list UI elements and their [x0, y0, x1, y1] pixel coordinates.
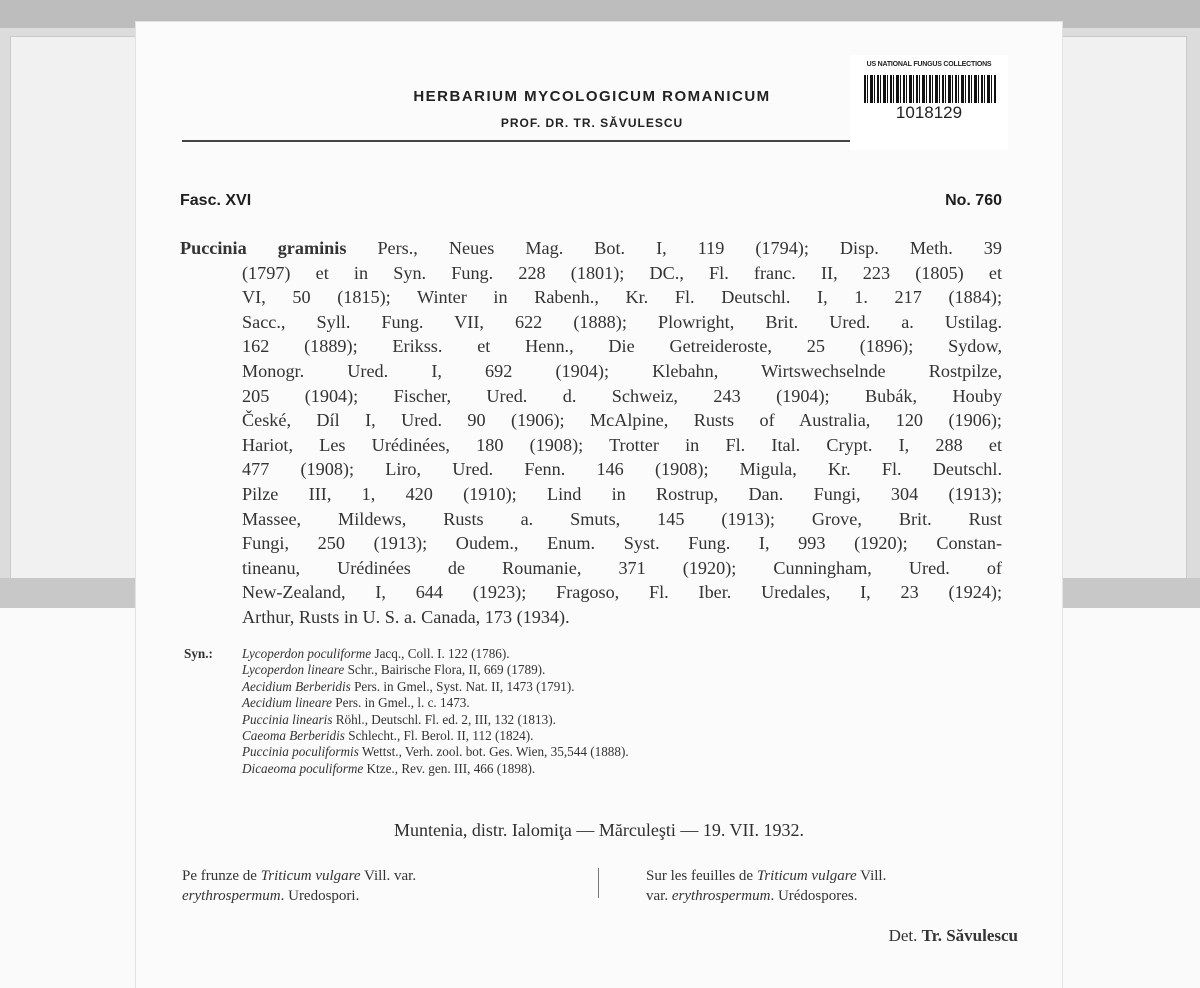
- citation-line: (1797) et in Syn. Fung. 228 (1801); DC., Fl. franc. II, 223 (1805) et: [242, 262, 1002, 283]
- host-french: Sur les feuilles de Triticum vulgare Vill. var. erythrospermum. Urédospores.: [646, 868, 887, 904]
- citation-line: 477 (1908); Liro, Ured. Fenn. 146 (1908); Migula, Kr. Fl. Deutschl.: [242, 459, 1002, 480]
- determiner: Det. Tr. Săvulescu: [888, 926, 1018, 945]
- barcode-caption: US NATIONAL FUNGUS COLLECTIONS: [866, 61, 992, 68]
- barcode-label: [850, 55, 1008, 150]
- specimen-label: [136, 22, 1062, 988]
- citation-line: Pilze III, 1, 420 (1910); Lind in Rostrup, Dan. Fungi, 304 (1913);: [242, 483, 1002, 504]
- barcode-number: 1018129: [895, 103, 963, 122]
- species-citation: [180, 236, 1002, 630]
- specimen-number: No. 760: [945, 192, 1002, 209]
- citation-line: Sacc., Syll. Fung. VII, 622 (1888); Plowright, Brit. Ured. a. Ustilag.: [242, 311, 1002, 332]
- synonym-item: Lycoperdon poculiforme Jacq., Coll. I. 122 (1786).: [242, 646, 510, 661]
- synonym-item: Caeoma Berberidis Schlecht., Fl. Berol. II, 112 (1824).: [242, 728, 534, 744]
- synonym-item: Puccinia poculiformis Wettst., Verh. zool. bot. Ges. Wien, 35,544 (1888).: [242, 744, 629, 760]
- citation-line: New-Zealand, I, 644 (1923); Fragoso, Fl. Iber. Uredales, I, 23 (1924);: [242, 582, 1002, 603]
- citation-line: 162 (1889); Erikss. et Henn., Die Getreideroste, 25 (1896); Sydow,: [242, 336, 1002, 357]
- herbarium-director: PROF. DR. TR. SĂVULESCU: [500, 116, 684, 130]
- species-name: Puccinia graminis: [180, 238, 347, 258]
- barcode-icon: [864, 75, 996, 103]
- herbarium-name: HERBARIUM MYCOLOGICUM ROMANICUM: [413, 88, 771, 105]
- synonym-item: Aecidium Berberidis Pers. in Gmel., Syst. Nat. II, 1473 (1791).: [242, 678, 575, 694]
- citation-line: České, Díl I, Ured. 90 (1906); McAlpine, Rusts of Australia, 120 (1906);: [242, 410, 1002, 431]
- citation-line: Arthur, Rusts in U. S. a. Canada, 173 (1934).: [242, 606, 570, 627]
- fascicle-label: Fasc. XVI: [180, 192, 252, 209]
- synonym-item: Puccinia linearis Röhl., Deutschl. Fl. ed. 2, III, 132 (1813).: [242, 711, 556, 727]
- collection-locality: Muntenia, distr. Ialomiţa — Mărculeşti — 19. VII. 1932.: [393, 820, 805, 840]
- synonyms-block: [184, 646, 984, 777]
- host-divider: [598, 868, 599, 898]
- citation-line: Fungi, 250 (1913); Oudem., Enum. Syst. Fung. I, 993 (1920); Constan-: [242, 533, 1002, 554]
- synonym-item: Dicaeoma poculiforme Ktze., Rev. gen. III, 466 (1898).: [242, 760, 536, 776]
- determiner-name: Tr. Săvulescu: [921, 926, 1018, 945]
- citation-line: Hariot, Les Urédinées, 180 (1908); Trotter in Fl. Ital. Crypt. I, 288 et: [242, 434, 1002, 455]
- host-romanian: Pe frunze de Triticum vulgare Vill. var. erythrospermum. Uredospori.: [182, 868, 417, 904]
- synonyms-list: [242, 646, 629, 777]
- citation-line: Monogr. Ured. I, 692 (1904); Klebahn, Wirtswechselnde Rostpilze,: [242, 360, 1002, 381]
- synonyms-label: Syn.:: [184, 646, 213, 661]
- citation-line: Puccinia graminis Pers., Neues Mag. Bot. I, 119 (1794); Disp. Meth. 39: [180, 238, 1002, 258]
- citation-line: tineanu, Urédinées de Roumanie, 371 (1920); Cunningham, Ured. of: [242, 557, 1002, 578]
- citation-line: Massee, Mildews, Rusts a. Smuts, 145 (1913); Grove, Brit. Rust: [242, 508, 1002, 529]
- synonym-item: Aecidium lineare Pers. in Gmel., l. c. 1473.: [242, 695, 470, 711]
- synonym-item: Lycoperdon lineare Schr., Bairische Flora, II, 669 (1789).: [242, 662, 546, 678]
- citation-line: 205 (1904); Fischer, Ured. d. Schweiz, 243 (1904); Bubák, Houby: [242, 385, 1002, 406]
- citation-line: VI, 50 (1815); Winter in Rabenh., Kr. Fl. Deutschl. I, 1. 217 (1884);: [242, 287, 1002, 308]
